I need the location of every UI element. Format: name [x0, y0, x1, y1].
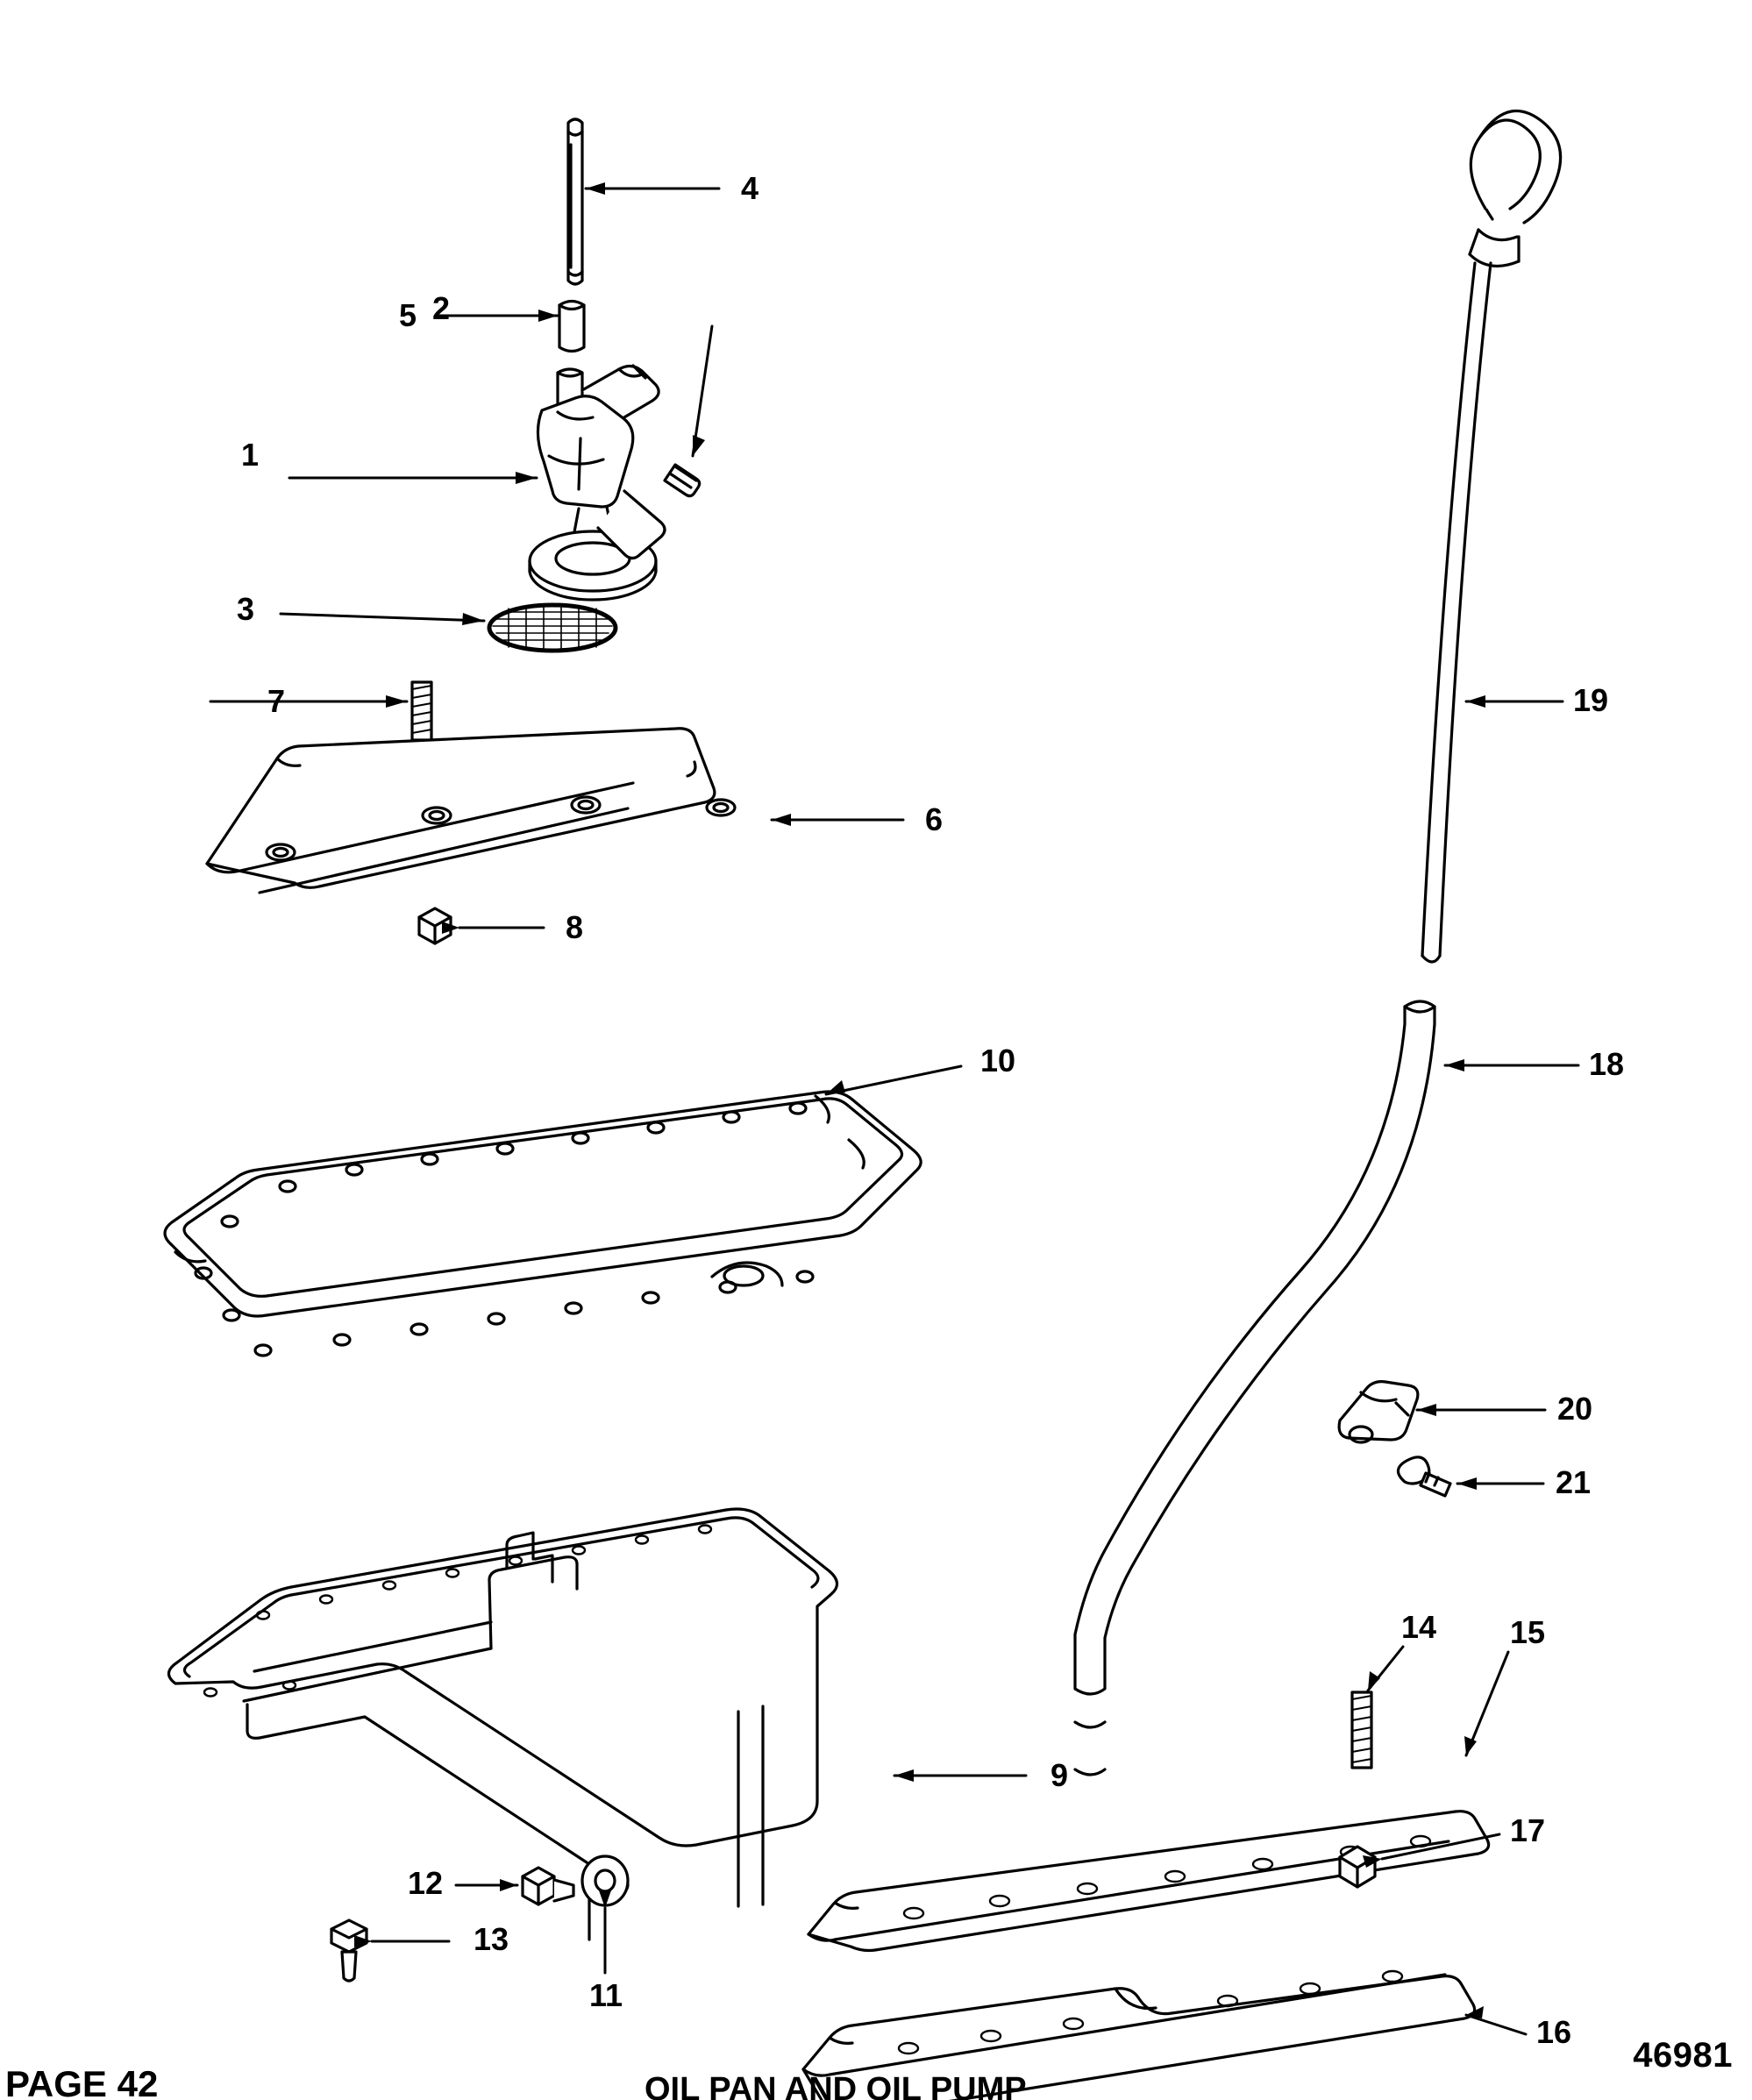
part-oil-pump-baffle	[207, 729, 735, 893]
callout-5: 5	[399, 297, 417, 333]
callout-14: 14	[1401, 1609, 1437, 1645]
drawing-number: 46981	[1633, 2036, 1733, 2075]
callout-8: 8	[566, 909, 584, 945]
callout-17: 17	[1510, 1812, 1546, 1848]
part-drain-plug	[523, 1868, 573, 1904]
part-oil-pan	[168, 1509, 837, 1940]
part-coupling-sleeve	[559, 302, 584, 352]
part-oil-dipstick	[1422, 110, 1561, 962]
callout-10: 10	[980, 1043, 1016, 1078]
part-tube-clamp	[1339, 1382, 1418, 1442]
part-nut-17	[1340, 1847, 1375, 1887]
callout-4: 4	[741, 170, 759, 206]
part-pin	[665, 465, 700, 496]
callout-7: 7	[267, 683, 286, 719]
part-oil-pump	[530, 366, 665, 600]
part-oil-pan-rail-right	[808, 1812, 1489, 1951]
part-stud-14	[1352, 1692, 1371, 1768]
callout-12: 12	[408, 1865, 444, 1901]
callout-2: 2	[432, 290, 451, 326]
callout-21: 21	[1556, 1464, 1592, 1500]
callout-20: 20	[1557, 1391, 1593, 1427]
part-oil-pump-screen	[489, 605, 616, 651]
callout-3: 3	[237, 591, 255, 627]
part-oil-pan-gasket	[165, 1092, 921, 1356]
part-screw-21	[1398, 1457, 1450, 1496]
callout-6: 6	[925, 801, 944, 837]
callout-16: 16	[1536, 2014, 1572, 2050]
part-screw-13	[331, 1920, 367, 1981]
callout-18: 18	[1589, 1046, 1625, 1082]
callout-9: 9	[1050, 1757, 1069, 1793]
callout-13: 13	[474, 1921, 509, 1957]
callout-19: 19	[1573, 682, 1609, 718]
part-oil-pump-shaft	[568, 119, 582, 284]
part-stud-7	[412, 682, 431, 740]
callout-15: 15	[1510, 1614, 1546, 1650]
callout-1: 1	[241, 437, 260, 473]
callout-11: 11	[589, 1977, 623, 2013]
diagram-caption: OIL PAN AND OIL PUMP	[645, 2071, 1027, 2100]
page-label: PAGE 42	[5, 2063, 159, 2100]
